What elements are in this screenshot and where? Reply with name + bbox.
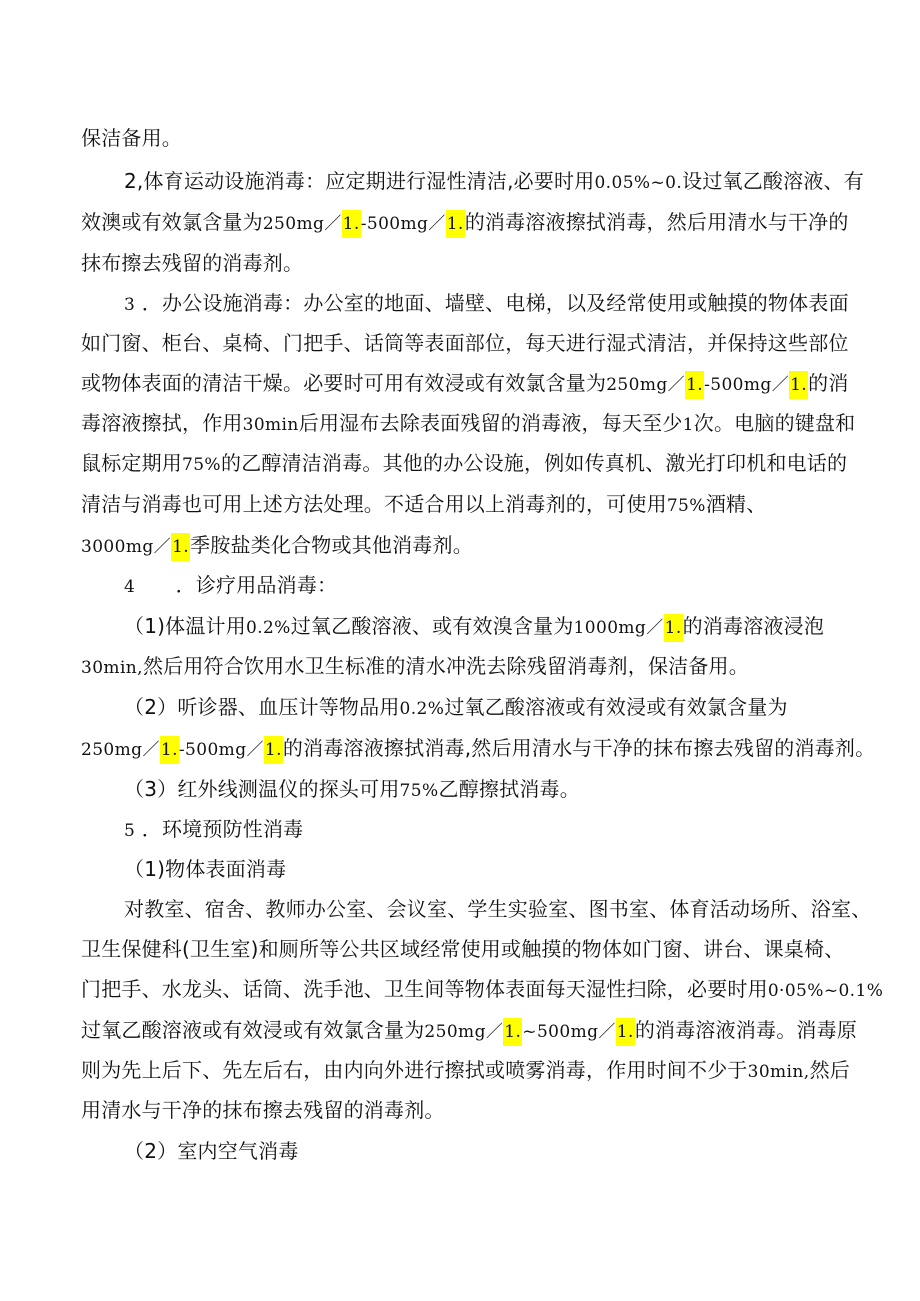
- text-line: 250mg／1.-500mg／1.的消毒溶液擦拭消毒,然后用清水与干净的抹布擦去残留的消毒剂。: [81, 731, 875, 765]
- text-line: 3 ．办公设施消毒：办公室的地面、墙壁、电梯，以及经常使用或触摸的物体表面: [124, 291, 849, 315]
- text-line: （1)体温计用0.2%过氧乙酸溶液、或有效溴含量为1000mg／1.的消毒溶液浸泡: [124, 609, 824, 643]
- text-line: 卫生保健科(卫生室)和厕所等公共区域经常使用或触摸的物体如门窗、讲台、课桌椅、: [81, 937, 845, 961]
- text-line: 如门窗、柜台、桌椅、门把手、话筒等表面部位，每天进行湿式清洁，并保持这些部位: [81, 331, 849, 355]
- highlight-mark: 1.: [264, 736, 283, 764]
- highlight-mark: 1.: [171, 533, 190, 561]
- text-line: 3000mg／1.季胺盐类化合物或其他消毒剂。: [81, 528, 473, 562]
- text-line: 抹布擦去残留的消毒剂。: [81, 251, 304, 275]
- highlight-mark: 1.: [664, 614, 683, 642]
- text-line: （2）听诊器、血压计等物品用0.2%过氧乙酸溶液或有效浸或有效氯含量为: [124, 695, 788, 719]
- text-line: 4 ．诊疗用品消毒：: [124, 573, 338, 597]
- text-line: 用清水与干净的抹布擦去残留的消毒剂。: [81, 1098, 445, 1122]
- text-line: 毒溶液擦拭，作用30min后用湿布去除表面残留的消毒液，每天至少1次。电脑的键盘和: [81, 411, 856, 435]
- text-line: （2）室内空气消毒: [124, 1139, 299, 1163]
- highlight-mark: 1.: [446, 210, 465, 238]
- highlight-mark: 1.: [503, 1018, 522, 1046]
- highlight-mark: 1.: [342, 210, 361, 238]
- text-line: 鼠标定期用75%的乙醇清洁消毒。其他的办公设施，例如传真机、激光打印机和电话的: [81, 451, 848, 475]
- highlight-mark: 1.: [789, 371, 808, 399]
- text-line: 则为先上后下、先左后右，由内向外进行擦拭或喷雾消毒，作用时间不少于30min,然后: [81, 1058, 850, 1082]
- text-line: 2,体育运动设施消毒：应定期进行湿性清洁,必要时用0.05%~0.设过氧乙酸溶液、有: [124, 169, 864, 193]
- text-line: 效澳或有效氯含量为250mg／1.-500mg／1.的消毒溶液擦拭消毒，然后用清水与干净的: [81, 205, 849, 239]
- text-line: 30min,然后用符合饮用水卫生标准的清水冲洗去除残留消毒剂，保洁备用。: [81, 654, 749, 678]
- highlight-mark: 1.: [616, 1018, 635, 1046]
- text-line: 门把手、水龙头、话筒、洗手池、卫生间等物体表面每天湿性扫除，必要时用0·05%~0.1%: [81, 977, 884, 1001]
- text-line: （3）红外线测温仪的探头可用75%乙醇擦拭消毒。: [124, 777, 580, 801]
- text-line: （1)物体表面消毒: [124, 857, 287, 881]
- text-line: 清洁与消毒也可用上述方法处理。不适合用以上消毒剂的，可使用75%酒精、: [81, 492, 767, 516]
- highlight-mark: 1.: [685, 371, 704, 399]
- text-line: 对教室、宿舍、教师办公室、会议室、学生实验室、图书室、体育活动场所、浴室、: [124, 897, 872, 921]
- text-line: 过氧乙酸溶液或有效浸或有效氯含量为250mg／1.~500mg／1.的消毒溶液消毒。消毒原: [81, 1013, 857, 1047]
- text-line: 保洁备用。: [81, 126, 182, 150]
- text-line: 或物体表面的清洁干燥。必要时可用有效浸或有效氯含量为250mg／1.-500mg／1.的消: [81, 366, 849, 400]
- text-line: 5 ．环境预防性消毒: [124, 817, 304, 841]
- highlight-mark: 1.: [160, 736, 179, 764]
